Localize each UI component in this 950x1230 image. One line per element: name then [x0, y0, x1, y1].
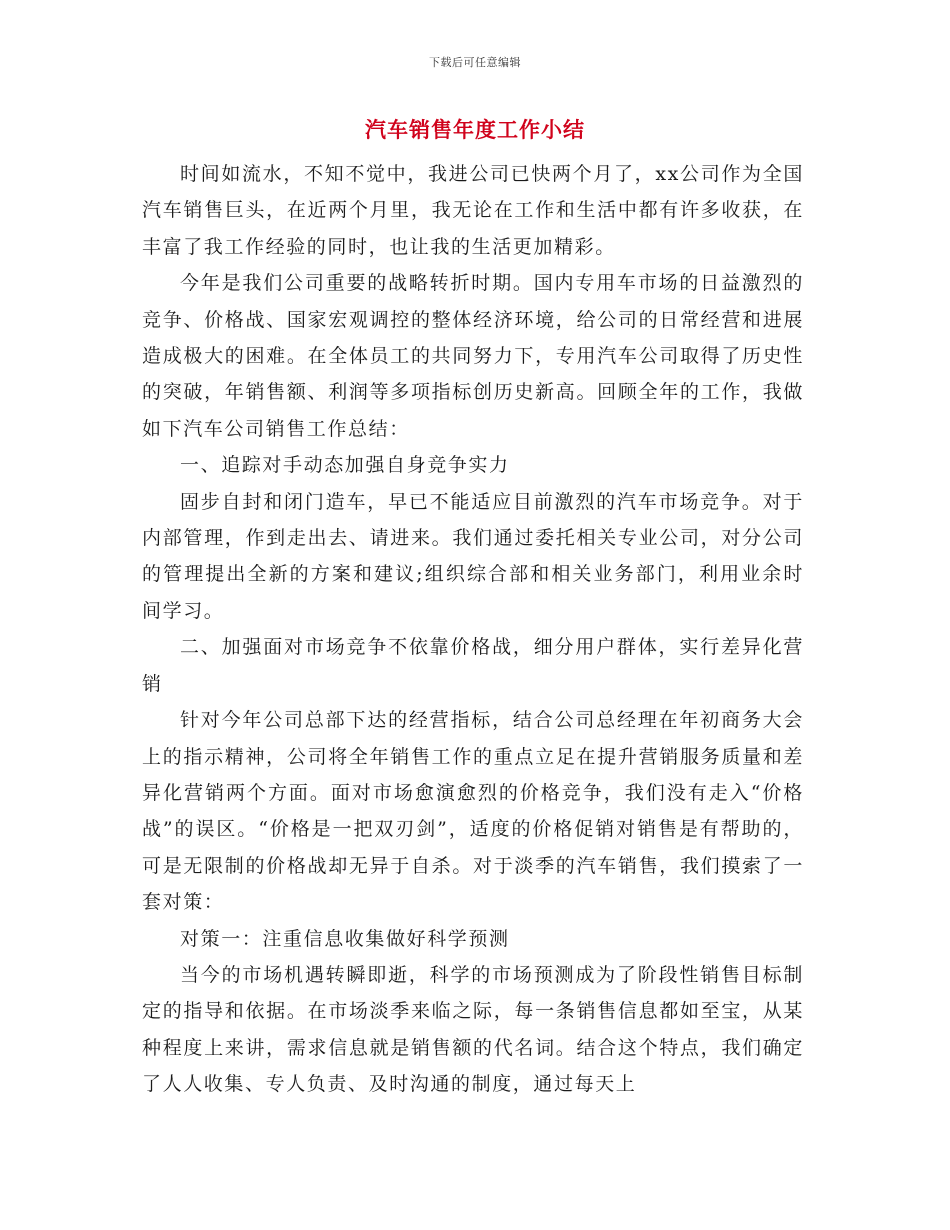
document-body — [142, 156, 804, 1103]
document-title: 汽车销售年度工作小结 — [365, 117, 585, 142]
section-heading-2: 二、加强面对市场竞争不依靠价格战，细分用户群体，实行差异化营销 — [142, 636, 804, 695]
paragraph-intro: 时间如流水，不知不觉中，我进公司已快两个月了，xx公司作为全国汽车销售巨头，在近两个月里，我无论在工作和生活中都有许多收获，在丰富了我工作经验的同时，也让我的生活更加精彩。 — [142, 163, 804, 258]
subsection-heading-1: 对策一：注重信息收集做好科学预测 — [180, 927, 510, 950]
header-note: 下载后可任意编辑 — [429, 56, 521, 69]
paragraph-pricing: 针对今年公司总部下达的经营指标，结合公司总经理在年初商务大会上的指示精神，公司将全年销售工作的重点立足在提升营销服务质量和差异化营销两个方面。面对市场愈演愈烈的价格竞争，我们没有走入“价格战”的误区。“价格是一把双刃剑”，适度的价格促销对销售是有帮助的，可是无限制的价格战却无异于自杀。对于淡季的汽车销售，我们摸索了一套对策： — [142, 709, 804, 914]
paragraph-forecast: 当今的市场机遇转瞬即逝，科学的市场预测成为了阶段性销售目标制定的指导和依据。在市场淡季来临之际，每一条销售信息都如至宝，从某种程度上来讲，需求信息就是销售额的代名词。结合这个特点，我们确定了人人收集、专人负责、及时沟通的制度，通过每天上 — [142, 963, 804, 1096]
section-heading-1: 一、追踪对手动态加强自身竞争实力 — [180, 454, 510, 477]
paragraph-strategy: 今年是我们公司重要的战略转折时期。国内专用车市场的日益激烈的竞争、价格战、国家宏观调控的整体经济环境，给公司的日常经营和进展造成极大的困难。在全体员工的共同努力下，专用汽车公司取得了历史性的突破，年销售额、利润等多项指标创历史新高。回顾全年的工作，我做如下汽车公司销售工作总结： — [142, 272, 804, 440]
paragraph-management: 固步自封和闭门造车，早已不能适应目前激烈的汽车市场竞争。对于内部管理，作到走出去、请进来。我们通过委托相关专业公司，对分公司的管理提出全新的方案和建议;组织综合部和相关业务部门，利用业余时间学习。 — [142, 490, 804, 622]
